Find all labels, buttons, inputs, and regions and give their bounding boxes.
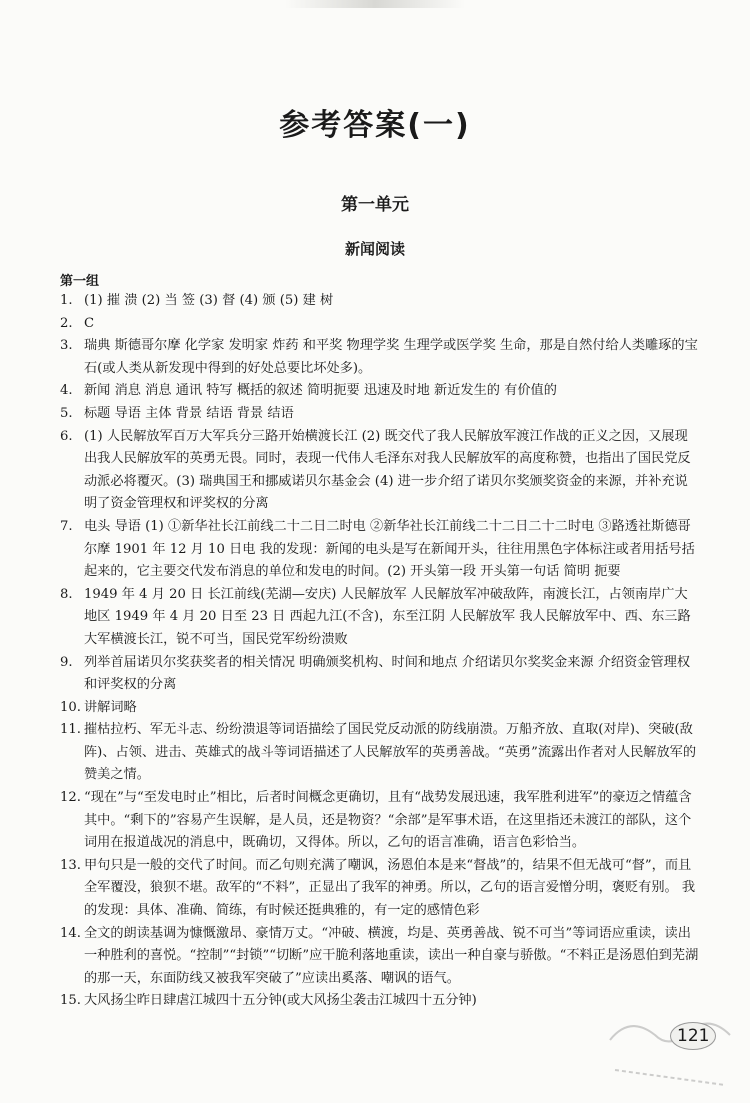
- group-heading: 第一组: [60, 274, 100, 289]
- answer-number: 2.: [60, 315, 73, 331]
- answer-text: 瑞典 斯德哥尔摩 化学家 发明家 炸药 和平奖 物理学奖 生理学或医学奖 生命，那是自然付给人类雕琢的宝石(或人类从新发现中得到的好处总要比坏处多)。: [84, 338, 698, 376]
- answer-item: [60, 697, 700, 720]
- answer-text: C: [84, 315, 95, 331]
- answer-number: 9.: [60, 654, 73, 670]
- answer-item: [60, 652, 700, 697]
- answer-number: 7.: [60, 518, 73, 534]
- answer-text: (1) 摧 溃 (2) 当 签 (3) 督 (4) 颁 (5) 建 树: [84, 293, 334, 308]
- page-title: 参考答案(一): [279, 108, 471, 143]
- unit-heading: 第一单元: [341, 195, 409, 215]
- answer-item: [60, 855, 700, 923]
- scan-artifact: [285, 0, 465, 8]
- answer-number: 4.: [60, 383, 73, 399]
- answer-item: [60, 380, 700, 403]
- answer-number: 12.: [60, 790, 81, 806]
- answer-text: 全文的朗读基调为慷慨激昂、豪情万丈。“冲破、横渡，均是、英勇善战、锐不可当”等词语应重读，读出一种胜利的喜悦。“控制”“封锁”“切断”应干脆利落地重读，读出一种自豪与骄傲。“不料正是汤恩伯到芜湖的那一天，东面防线又被我军突破了”应读出奚落、嘲讽的语气。: [84, 925, 699, 986]
- answer-number: 10.: [60, 699, 81, 715]
- answer-number: 1.: [60, 293, 73, 308]
- answer-text: 新闻 消息 消息 通讯 特写 概括的叙述 简明扼要 迅速及时地 新近发生的 有价值的: [84, 383, 557, 399]
- answer-text: “现在”与“至发电时止”相比，后者时间概念更确切，且有“战势发展迅速，我军胜利进军”的豪迈之情蕴含其中。“剩下的”容易产生误解，是人员，还是物资？“余部”是军事术语，在这里指还未渡江的部队，这个词用在报道战况的消息中，既确切，又得体。所以，乙句的语言准确，语言色彩恰当。: [84, 790, 692, 851]
- section-heading: 新闻阅读: [344, 240, 405, 258]
- answer-text: 标题 导语 主体 背景 结语 背景 结语: [84, 405, 294, 421]
- answer-item: [60, 787, 700, 855]
- answer-item: [60, 516, 700, 584]
- answer-number: 14.: [60, 925, 81, 941]
- answer-number: 8.: [60, 586, 73, 602]
- answer-text: 电头 导语 (1) ①新华社长江前线二十二日二时电 ②新华社长江前线二十二日二十二时电 ③路透社斯德哥尔摩 1901 年 12 月 10 日电 我的发现：新闻的电头是写在新闻开头，往往用黑色字体标注或者用括号括起来的，它主要交代发布消息的单位和发电的时间。(2) 开头第一段 开头第一句话 简明 扼要: [84, 518, 695, 580]
- answer-item: [60, 403, 700, 426]
- answer-number: 13.: [60, 857, 81, 873]
- page-number: 121: [670, 1022, 716, 1050]
- answer-text: 1949 年 4 月 20 日 长江前线(芜湖—安庆) 人民解放军 人民解放军冲破敌阵，南渡长江，占领南岸广大地区 1949 年 4 月 20 日至 23 日 西起九江(不含)，东至江阴 人民解放军 我人民解放军中、西、东三路大军横渡长江，锐不可当，国民党军纷纷溃败: [84, 586, 691, 647]
- answer-number: 11.: [60, 722, 81, 738]
- answer-item: [60, 923, 700, 991]
- answer-text: 摧枯拉朽、军无斗志、纷纷溃退等词语描绘了国民党反动派的防线崩溃。万船齐放、直取(对岸)、突破(敌阵)、占领、进击、英雄式的战斗等词语描述了人民解放军的英勇善战。“英勇”流露出作者对人民解放军的赞美之情。: [84, 722, 697, 783]
- answer-item: [60, 584, 700, 652]
- answer-text: 甲句只是一般的交代了时间。而乙句则充满了嘲讽，汤恩伯本是来“督战”的，结果不但无战可“督”，而且全军覆没，狼狈不堪。敌军的“不料”，正显出了我军的神勇。所以，乙句的语言爱憎分明，褒贬有别。 我的发现：具体、准确、简练，有时候还挺典雅的，有一定的感情色彩: [84, 857, 696, 919]
- answer-text: 讲解词略: [84, 699, 137, 715]
- answer-item: [60, 719, 700, 787]
- answer-number: 3.: [60, 338, 73, 354]
- answer-item: [60, 426, 700, 516]
- answer-number: 15.: [60, 993, 81, 1009]
- answer-item: [60, 335, 700, 380]
- answer-list: [60, 290, 700, 1013]
- answer-text: (1) 人民解放军百万大军兵分三路开始横渡长江 (2) 既交代了我人民解放军渡江作战的正义之因，又展现出我人民解放军的英勇无畏。同时，表现一代伟人毛泽东对我人民解放军的高度称赞，也指出了国民党反动派必将覆灭。(3) 瑞典国王和挪威诺贝尔基金会 (4) 进一步介绍了诺贝尔奖颁奖资金的来源，并补充说明了资金管理权和评奖权的分离: [84, 428, 691, 512]
- answer-text: 列举首届诺贝尔奖获奖者的相关情况 明确颁奖机构、时间和地点 介绍诺贝尔奖奖金来源 介绍资金管理权和评奖权的分离: [84, 654, 691, 693]
- answer-number: 6.: [60, 428, 73, 444]
- answer-item: [60, 290, 700, 313]
- answer-item: [60, 313, 700, 336]
- watermark-logo-icon: [600, 1010, 740, 1095]
- answer-number: 5.: [60, 405, 73, 421]
- answer-text: 大风扬尘昨日肆虐江城四十五分钟(或大风扬尘袭击江城四十五分钟): [84, 993, 477, 1009]
